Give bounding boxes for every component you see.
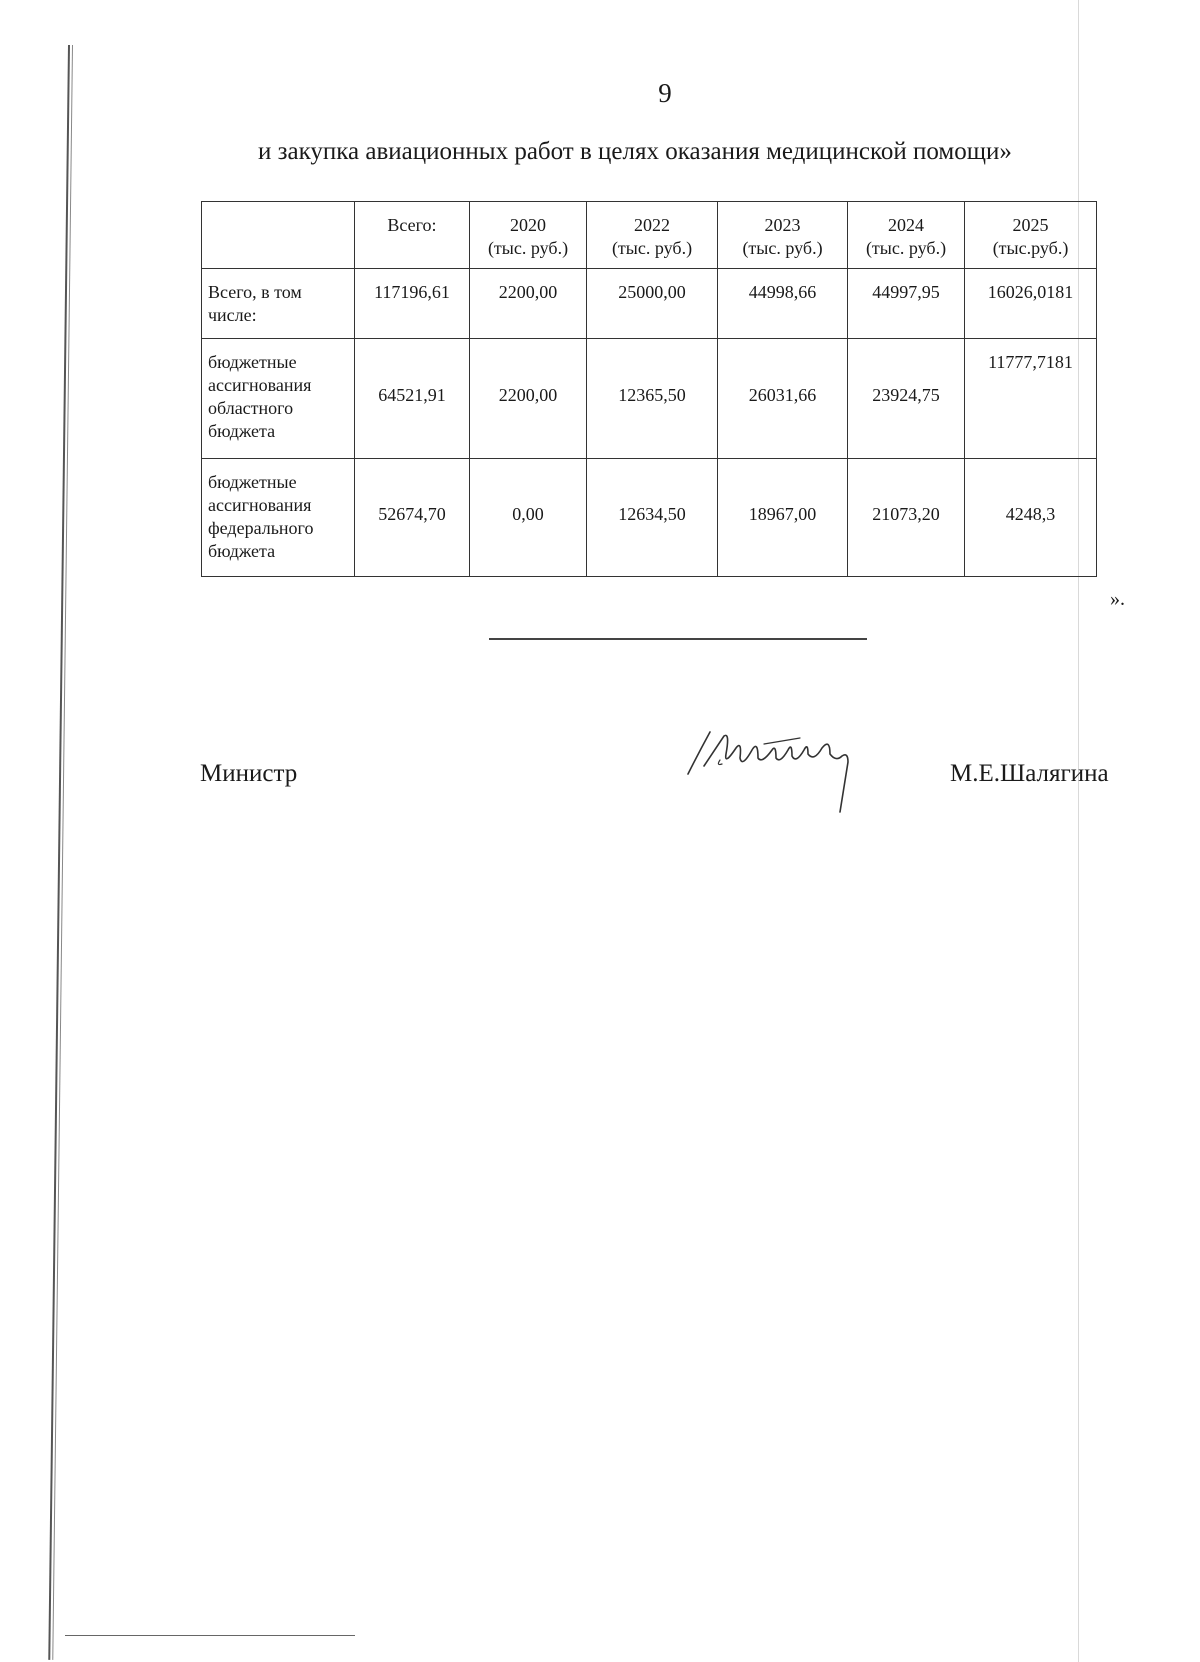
page-number: 9 [658,78,672,108]
cell-total: 52674,70 [355,459,470,577]
header-unit: (тыс. руб.) [611,238,693,258]
header-year: 2025 [1012,215,1049,235]
header-cell-empty [202,202,355,269]
header-year: 2024 [888,215,924,235]
cell-2024: 21073,20 [848,459,965,577]
header-unit: (тыс. руб.) [742,238,823,258]
scan-edge-line [48,45,70,1660]
cell-2020: 2200,00 [470,269,587,339]
cell-2025: 4248,3 [965,459,1097,577]
table-header-row [202,202,1097,269]
cell-2022: 12365,50 [587,339,718,459]
header-cell-2020 [470,202,587,269]
header-cell-2022 [587,202,718,269]
table-row [202,339,1097,459]
header-year: 2020 [510,215,546,235]
header-cell-2024 [848,202,965,269]
header-cell-2023 [718,202,848,269]
cell-2023: 44998,66 [718,269,848,339]
closing-quote: ». [1110,588,1125,610]
section-heading: и закупка авиационных работ в целях оказания медицинской помощи» [258,138,1012,165]
table-row [202,269,1097,339]
header-cell-total: Всего: [355,202,470,269]
table-row [202,459,1097,577]
header-unit: (тыс. руб.) [865,238,947,258]
header-unit: (тыс.руб.) [992,238,1069,258]
header-year: 2023 [764,215,801,235]
row-label: Всего, в том числе: [202,269,355,339]
cell-2023: 26031,66 [718,339,848,459]
divider-line [489,638,867,640]
header-cell-2025 [965,202,1097,269]
cell-2022: 12634,50 [587,459,718,577]
header-year: 2022 [634,215,670,235]
cell-total: 64521,91 [355,339,470,459]
budget-table [201,201,1097,577]
cell-2025: 16026,0181 [965,269,1097,339]
cell-2020: 2200,00 [470,339,587,459]
handwritten-signature [680,724,880,819]
scan-bottom-line [65,1635,355,1636]
row-label: бюджетные ассигнования областного бюджета [202,339,355,459]
header-unit: (тыс. руб.) [487,238,569,258]
signatory-name: М.Е.Шалягина [950,760,1109,787]
cell-2024: 44997,95 [848,269,965,339]
cell-2022: 25000,00 [587,269,718,339]
cell-total: 117196,61 [355,269,470,339]
row-label: бюджетные ассигнования федерального бюджета [202,459,355,577]
cell-2020: 0,00 [470,459,587,577]
cell-2024: 23924,75 [848,339,965,459]
cell-2025: 11777,7181 [965,339,1097,459]
cell-2023: 18967,00 [718,459,848,577]
signatory-title: Министр [200,760,298,787]
scan-edge-line-inner [52,45,73,1660]
